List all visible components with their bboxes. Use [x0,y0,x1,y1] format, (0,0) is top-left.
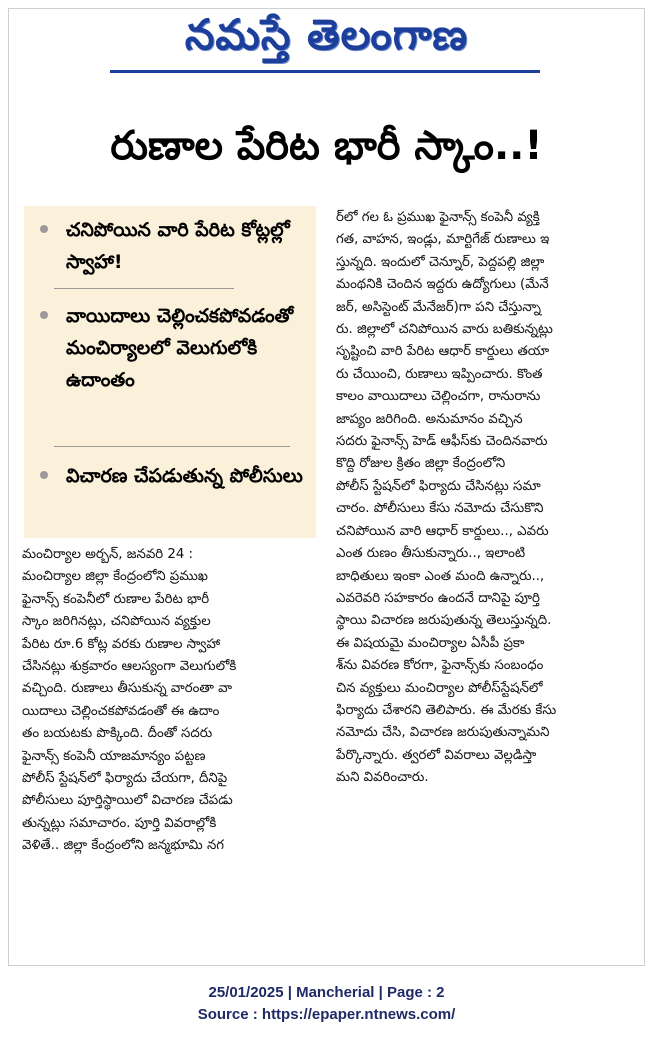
article-line: చిన వ్యక్తులు మంచిర్యాల పోలీస్‌స్టేషన్‌లో [336,680,543,696]
article-line: ఎవరెవరి సహకారం ఉందనే దానిపై పూర్తి [336,590,540,606]
article-line: యిదాలు చెల్లించకపోవడంతో ఈ ఉదాం [22,703,220,719]
article-line: పోలీస్ స్టేషన్‌లో ఫిర్యాదు చేయగా, దీనిపై [22,771,228,787]
article-line: తున్నట్లు సమాచారం. పూర్తి వివరాల్లోకి [22,815,217,831]
article-line: స్థాయి విచారణ జరుపుతున్న తెలుస్తున్నది. [336,613,552,629]
article-line: చనిపోయిన వారి ఆధార్ కార్డులు.., ఎవరు [336,523,549,539]
footer-date-edition: 25/01/2025 | Mancherial | Page : 2 [208,984,445,1001]
article-line: ఈ విషయమై మంచిర్యాల ఏసీపీ ప్రకా [336,635,525,651]
article-line: మని వివరించారు. [336,770,429,786]
article-line: మంచిర్యాల అర్బన్, జనవరి 24 : [22,547,194,562]
article-line: శ్‌ను వివరణ కోరగా, ఫైనాన్స్‌కు సంబంధం [336,658,544,674]
article-line: పోలీసులు పూర్తిస్థాయిలో విచారణ చేపడు [22,793,233,809]
article-line: కాలం వాయిదాలు చెల్లించగా, రానురాను [336,389,541,405]
article-line: వచ్చింది. రుణాలు తీసుకున్న వారంతా వా [22,681,233,697]
article-line: సృష్టించి వారి పేరిట ఆధార్ కార్డులు తయా [336,344,550,360]
article-line: వెళితే.. జిల్లా కేంద్రంలోని జన్మభూమి నగ [22,838,225,854]
article-line: పోలీస్ స్టేషన్‌లో ఫిర్యాదు చేసినట్లు సమా [336,478,541,494]
bullet-icon [40,471,48,479]
article-line: రు. జిల్లాలో చనిపోయిన వారు బతికున్నట్లు [336,322,553,338]
article-line: నమోదు చేసి, విచారణ జరుపుతున్నామని [336,725,550,741]
footer-source: Source : https://epaper.ntnews.com/ [197,1006,456,1023]
highlights-box [24,206,316,538]
article-line: ఫైనాన్స్ కంపెనీలో రుణాల పేరిట భారీ [22,591,210,607]
newspaper-masthead: నమస్తే తెలంగాణ [184,10,469,59]
highlight-text: వాయిదాలు చెల్లించకపోవడంతో మంచిర్యాలలో వెలుగులోకి ఉదాంతం [66,305,294,391]
article-line: స్తున్నది. ఇందులో చెన్నూర్, పెద్దపల్లి జిల్లా [336,254,545,270]
article-line: తం బయటకు పొక్కింది. దీంతో సదరు [22,726,213,742]
article-line: ర్‌లో గల ఓ ప్రముఖ ఫైనాన్స్ కంపెనీ వ్యక్తి [336,210,540,225]
article-column-right [336,207,638,790]
article-line: కొద్ది రోజుల క్రితం జిల్లా కేంద్రంలోని [336,456,506,472]
article-line: ఫైనాన్స్ కంపెనీ యాజమాన్యం పట్టణ [22,748,206,764]
article-line: పేరిట రూ.6 కోట్ల వరకు రుణాల స్వాహా [22,636,221,652]
article-line: రు చేయించి, రుణాలు ఇప్పించారు. కొంత [336,366,543,382]
article-line: జాప్యం జరిగింది. అనుమానం వచ్చిన [336,411,523,427]
article-line: మంచిర్యాల జిల్లా కేంద్రంలోని ప్రముఖ [22,569,208,585]
article-column-left [22,544,322,858]
article-line: స్కాం జరిగినట్లు, చనిపోయిన వ్యక్తుల [22,614,211,630]
article-line: చేసినట్లు శుక్రవారం ఆలస్యంగా వెలుగులోకి [22,659,237,675]
article-line: ఫిర్యాదు చేశారని తెలిపారు. ఈ మేరకు కేసు [336,702,557,718]
article-line: పేర్కొన్నారు. త్వరలో వివరాలు వెల్లడిస్తా [336,747,537,763]
article-line: మంథనికి చెందిన ఇద్దరు ఉద్యోగులు (మేనే [336,277,549,293]
highlight-divider [54,446,290,447]
article-headline: రుణాల పేరిట భారీ స్కాం..! [110,123,543,169]
article-line: బాధితులు ఇంకా ఎంత మంది ఉన్నారు.., [336,568,545,584]
highlight-text: చనిపోయిన వారి పేరిట కోట్లల్లో స్వాహా! [66,219,290,273]
article-line: గత, వాహన, ఇండ్లు, మార్టిగేజ్ రుణాలు ఇ [336,232,550,248]
bullet-icon [40,225,48,233]
highlight-divider [54,288,234,289]
article-line: సదరు ఫైనాన్స్ హెడ్ ఆఫీస్‌కు చెందినవారు [336,434,548,450]
article-line: ఎంత రుణం తీసుకున్నారు.., ఇలాంటి [336,546,526,562]
highlight-text: విచారణ చేపడుతున్న పోలీసులు [66,465,303,487]
article-line: చారం. పోలీసులు కేసు నమోదు చేసుకొని [336,501,544,517]
masthead-rule [110,70,540,73]
bullet-icon [40,311,48,319]
article-line: జర్, అసిస్టెంట్ మేనేజర్)గా పని చేస్తున్నా [336,299,542,315]
